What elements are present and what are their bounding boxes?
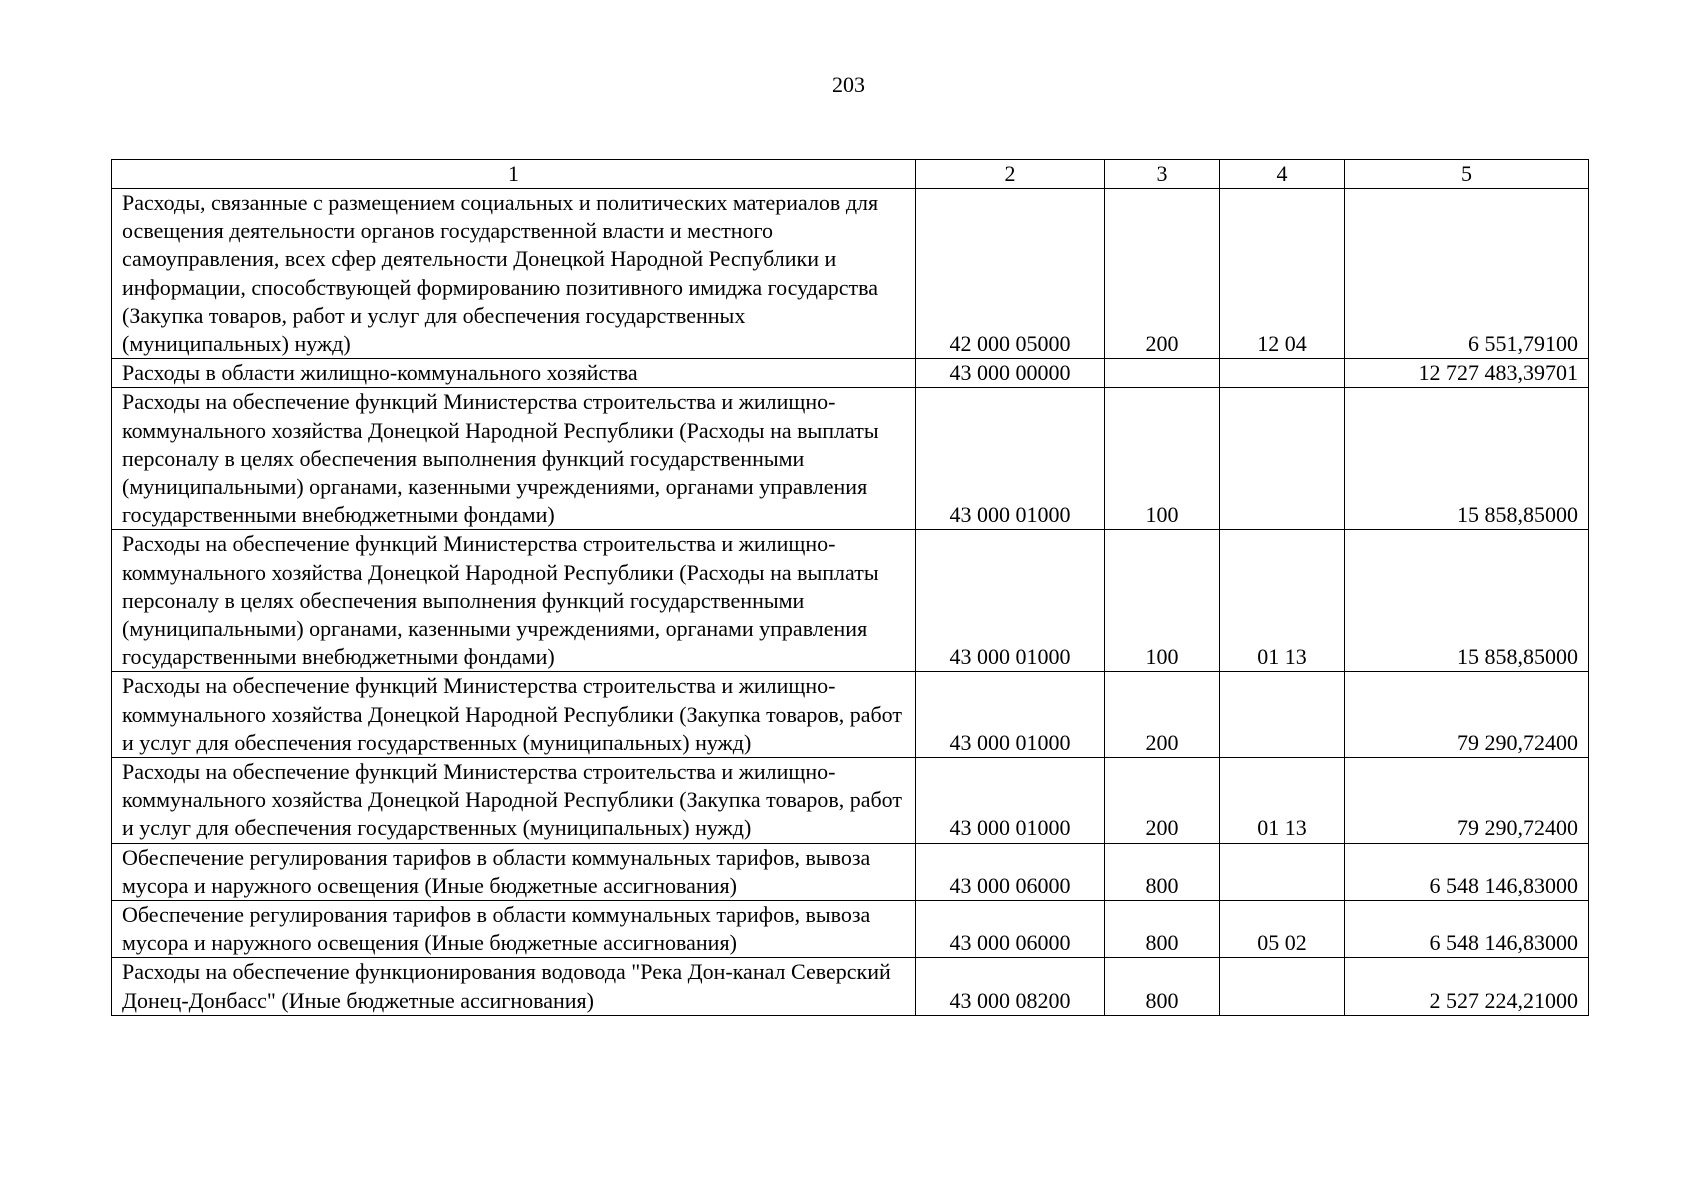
expense-type: 100	[1105, 530, 1220, 672]
table-row	[112, 901, 1589, 958]
section-code: 05 02	[1220, 901, 1345, 958]
amount: 79 290,72400	[1345, 672, 1589, 758]
expense-type: 800	[1105, 843, 1220, 900]
target-code: 43 000 01000	[916, 758, 1105, 844]
amount: 12 727 483,39701	[1345, 359, 1589, 388]
section-code: 01 13	[1220, 530, 1345, 672]
expense-name: Расходы на обеспечение функций Министерства строительства и жилищно-коммунального хозяйства Донецкой Народной Республики (Закупка товаров, работ и услуг для обеспечения государственных (муниципальных) нужд)	[112, 758, 916, 844]
column-header-5: 5	[1345, 160, 1589, 189]
expense-type	[1105, 359, 1220, 388]
target-code: 42 000 05000	[916, 189, 1105, 359]
table-row	[112, 189, 1589, 359]
table-row	[112, 359, 1589, 388]
expense-type: 800	[1105, 958, 1220, 1015]
section-code: 12 04	[1220, 189, 1345, 359]
target-code: 43 000 06000	[916, 843, 1105, 900]
expense-name: Расходы на обеспечение функций Министерства строительства и жилищно-коммунального хозяйства Донецкой Народной Республики (Расходы на выплаты персоналу в целях обеспечения выполнения функций государственными (муниципальными) органами, казенными учреждениями, органами управления государственными внебюджетными фондами)	[112, 388, 916, 530]
page-number: 203	[832, 72, 865, 97]
column-header-1: 1	[112, 160, 916, 189]
expense-type: 200	[1105, 189, 1220, 359]
amount: 2 527 224,21000	[1345, 958, 1589, 1015]
expense-name: Расходы на обеспечение функционирования водовода "Река Дон-канал Северский Донец-Донбасс" (Иные бюджетные ассигнования)	[112, 958, 916, 1015]
table-row	[112, 530, 1589, 672]
section-code: 01 13	[1220, 758, 1345, 844]
expense-type: 200	[1105, 758, 1220, 844]
table-row	[112, 758, 1589, 844]
section-code	[1220, 958, 1345, 1015]
table-row	[112, 958, 1589, 1015]
target-code: 43 000 01000	[916, 388, 1105, 530]
budget-table	[111, 159, 1589, 1016]
section-code	[1220, 388, 1345, 530]
column-header-4: 4	[1220, 160, 1345, 189]
expense-name: Расходы на обеспечение функций Министерства строительства и жилищно-коммунального хозяйства Донецкой Народной Республики (Закупка товаров, работ и услуг для обеспечения государственных (муниципальных) нужд)	[112, 672, 916, 758]
expense-type: 200	[1105, 672, 1220, 758]
column-header-3: 3	[1105, 160, 1220, 189]
expense-name: Расходы в области жилищно-коммунального хозяйства	[112, 359, 916, 388]
table-row	[112, 388, 1589, 530]
target-code: 43 000 01000	[916, 672, 1105, 758]
target-code: 43 000 06000	[916, 901, 1105, 958]
target-code: 43 000 08200	[916, 958, 1105, 1015]
table-row	[112, 672, 1589, 758]
header-row	[112, 160, 1589, 189]
column-header-2: 2	[916, 160, 1105, 189]
expense-name: Расходы, связанные с размещением социальных и политических материалов для освещения деятельности органов государственной власти и местного самоуправления, всех сфер деятельности Донецкой Народной Республики и информации, способствующей формированию позитивного имиджа государства (Закупка товаров, работ и услуг для обеспечения государственных (муниципальных) нужд)	[112, 189, 916, 359]
amount: 15 858,85000	[1345, 388, 1589, 530]
amount: 79 290,72400	[1345, 758, 1589, 844]
expense-name: Обеспечение регулирования тарифов в области коммунальных тарифов, вывоза мусора и наружного освещения (Иные бюджетные ассигнования)	[112, 901, 916, 958]
target-code: 43 000 00000	[916, 359, 1105, 388]
amount: 6 548 146,83000	[1345, 901, 1589, 958]
target-code: 43 000 01000	[916, 530, 1105, 672]
table-row	[112, 843, 1589, 900]
expense-name: Расходы на обеспечение функций Министерства строительства и жилищно-коммунального хозяйства Донецкой Народной Республики (Расходы на выплаты персоналу в целях обеспечения выполнения функций государственными (муниципальными) органами, казенными учреждениями, органами управления государственными внебюджетными фондами)	[112, 530, 916, 672]
amount: 6 551,79100	[1345, 189, 1589, 359]
amount: 6 548 146,83000	[1345, 843, 1589, 900]
section-code	[1220, 359, 1345, 388]
expense-type: 800	[1105, 901, 1220, 958]
section-code	[1220, 843, 1345, 900]
section-code	[1220, 672, 1345, 758]
amount: 15 858,85000	[1345, 530, 1589, 672]
expense-type: 100	[1105, 388, 1220, 530]
expense-name: Обеспечение регулирования тарифов в области коммунальных тарифов, вывоза мусора и наружного освещения (Иные бюджетные ассигнования)	[112, 843, 916, 900]
